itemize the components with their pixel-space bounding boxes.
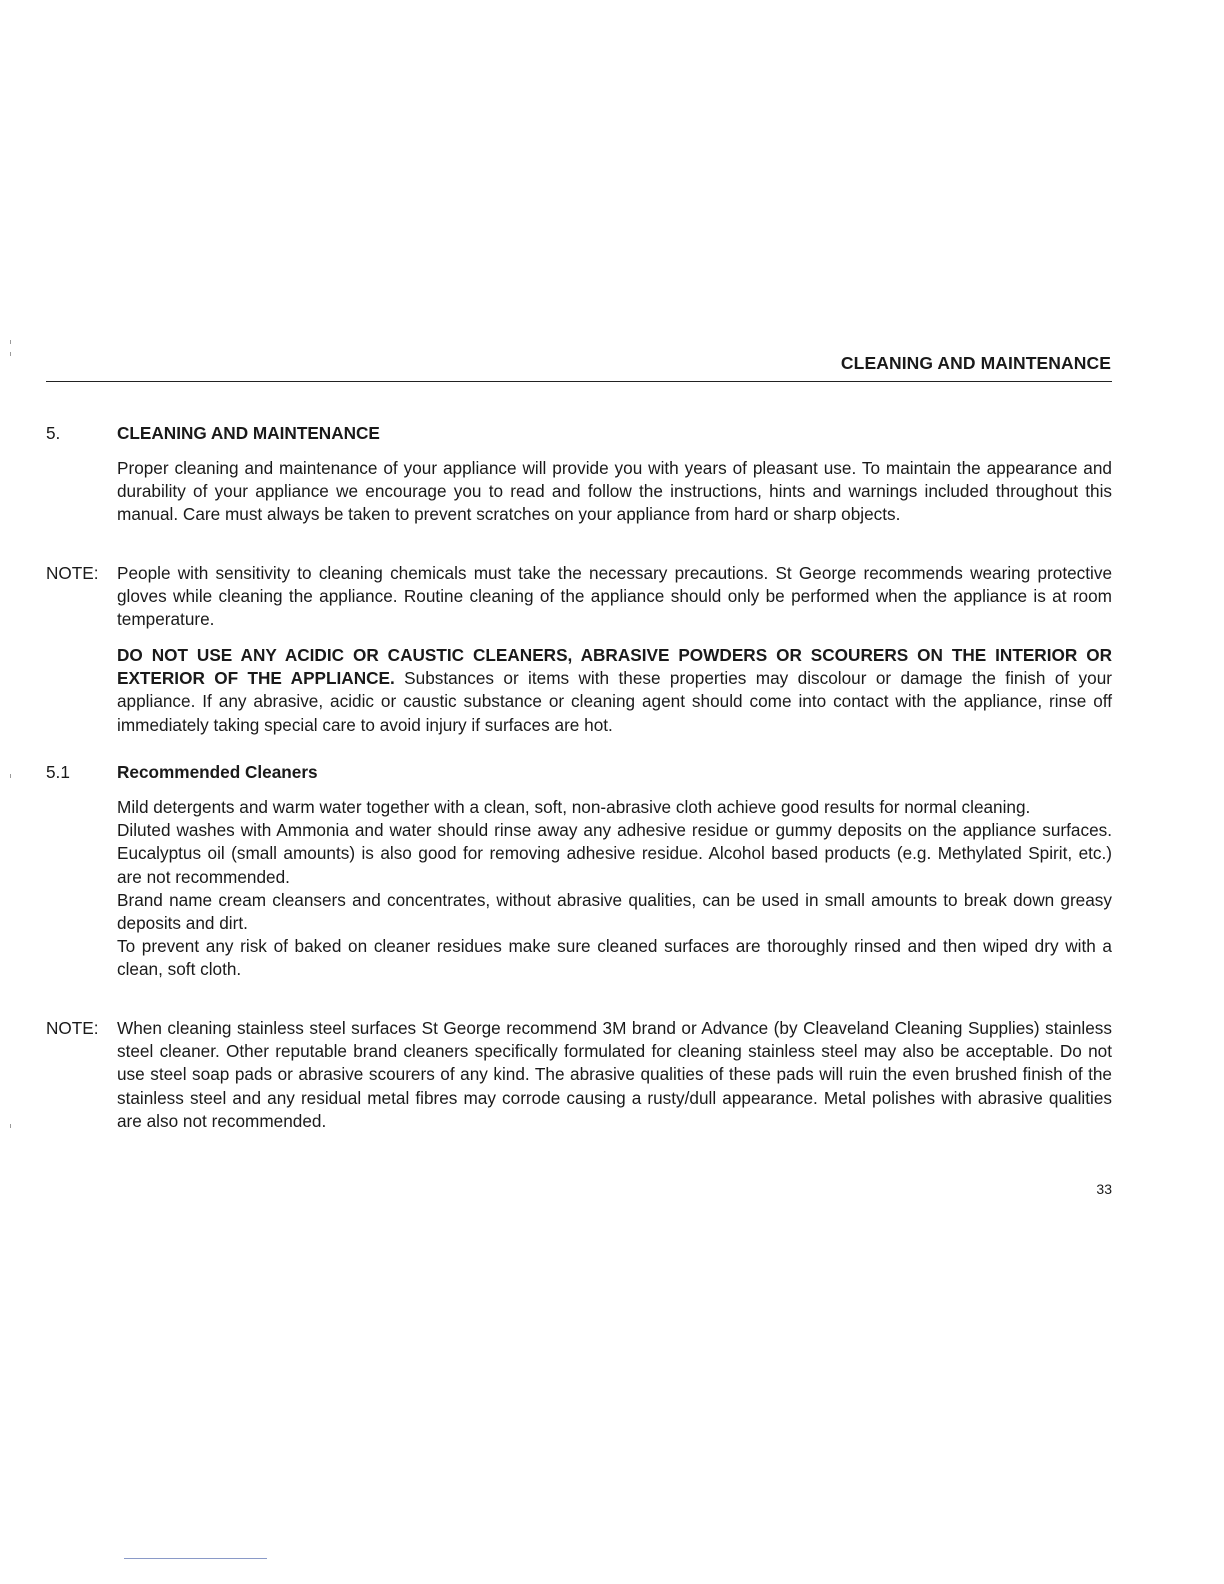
note-2 <box>117 1017 1112 1133</box>
section-heading: CLEANING AND MAINTENANCE <box>117 423 380 443</box>
recommended-cleaners-text <box>117 796 1112 982</box>
page-number: 33 <box>1096 1181 1112 1197</box>
scan-mark <box>10 340 11 344</box>
scan-mark <box>10 774 11 778</box>
scan-mark <box>10 352 11 356</box>
intro-paragraph: Proper cleaning and maintenance of your appliance will provide you with years of pleasant use. To maintain the appearance and durability of your appliance we encourage you to read and follow the instructions, hints and warnings included throughout this manual. Care must always be taken to prevent scratches on your appliance from hard or sharp objects. <box>117 458 1112 525</box>
section-5-intro <box>117 457 1112 527</box>
note-label: NOTE: <box>46 563 99 583</box>
warning-block <box>117 644 1112 737</box>
header-divider <box>46 381 1112 382</box>
section-heading: Recommended Cleaners <box>117 762 318 782</box>
cleaner-paragraph: Brand name cream cleansers and concentrates, without abrasive qualities, can be used in small amounts to break down greasy deposits and dirt. <box>117 889 1112 934</box>
warning-bold-text: DO NOT USE ANY ACIDIC OR CAUSTIC CLEANERS, ABRASIVE POWDERS OR SCOURERS ON THE INTERIOR OR EXTERIOR OF THE APPLIANCE. <box>117 645 1112 689</box>
cleaner-paragraph: To prevent any risk of baked on cleaner residues make sure cleaned surfaces are thoroughly rinsed and then wiped dry with a clean, soft cloth. <box>117 936 1112 980</box>
cleaner-paragraph: Mild detergents and warm water together with a clean, soft, non-abrasive cloth achieve good results for normal cleaning. <box>117 797 1031 817</box>
section-number: 5. <box>46 423 61 443</box>
scan-mark <box>10 1124 11 1128</box>
section-number: 5.1 <box>46 762 70 782</box>
note-1 <box>117 562 1112 632</box>
running-header: CLEANING AND MAINTENANCE <box>840 353 1111 373</box>
cleaner-paragraph: Diluted washes with Ammonia and water should rinse away any adhesive residue or gummy deposits on the appliance surfaces. Eucalyptus oil (small amounts) is also good for removing adhesive residue. Alcohol based products (e.g. Methylated Spirit, etc.) are not recommended. <box>117 820 1112 887</box>
note-label: NOTE: <box>46 1018 99 1038</box>
warning-paragraph <box>117 644 1112 737</box>
note-paragraph: People with sensitivity to cleaning chemicals must take the necessary precautions. St George recommends wearing protective gloves while cleaning the appliance. Routine cleaning of the appliance should only be performed when the appliance is at room temperature. <box>117 563 1112 630</box>
footer-rule <box>124 1558 267 1559</box>
note-paragraph: When cleaning stainless steel surfaces St George recommend 3M brand or Advance (by Cleaveland Cleaning Supplies) stainless steel cleaner. Other reputable brand cleaners specifically formulated for cleaning stainless steel may also be acceptable. Do not use steel soap pads or abrasive scourers of any kind. The abrasive qualities of these pads will ruin the even brushed finish of the stainless steel and any residual metal fibres may corrode causing a rusty/dull appearance. Metal polishes with abrasive qualities are also not recommended. <box>117 1018 1112 1131</box>
warning-text: Substances or items with these properties may discolour or damage the finish of your appliance. If any abrasive, acidic or caustic substance or cleaning agent should come into contact with the appliance, rinse off immediately taking special care to avoid injury if surfaces are hot. <box>117 668 1112 735</box>
